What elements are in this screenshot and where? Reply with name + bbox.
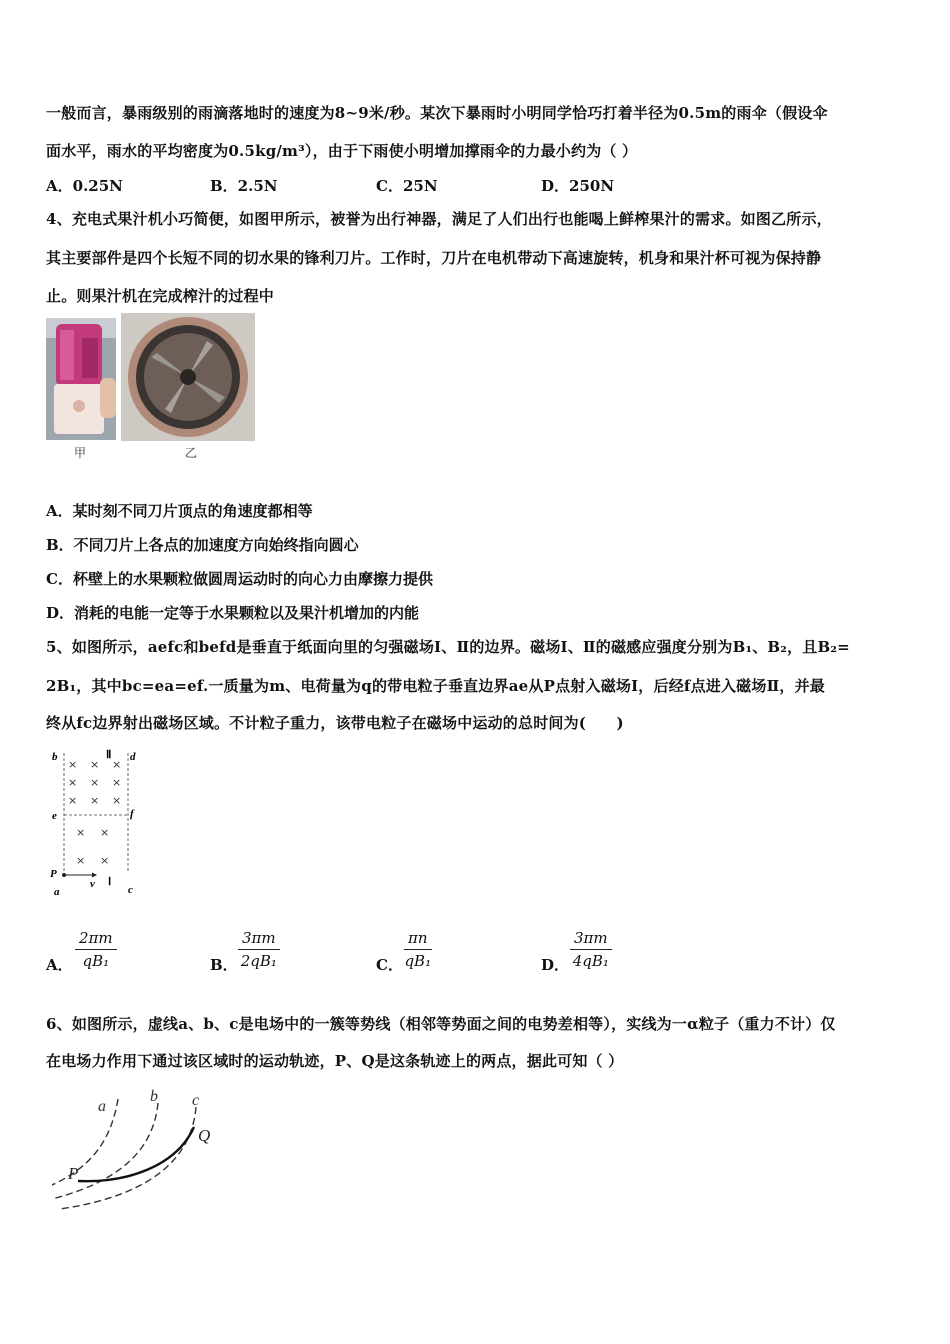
label-v: v (90, 878, 95, 890)
q5-text-line-1: 5、如图所示，aefc和befd是垂直于纸面向里的匀强磁场Ⅰ、Ⅱ的边界。磁场Ⅰ、Ⅱ的磁感应强度分别为B₁、B₂，且B₂= (46, 638, 850, 656)
label-c: c (128, 884, 133, 896)
q4-text-line-1: 4、充电式果汁机小巧简便，如图甲所示，被誉为出行神器，满足了人们出行也能喝上鲜榨果汁的需求。如图乙所示， (46, 210, 832, 228)
field-cross: × (68, 794, 78, 807)
label-q: Q (198, 1126, 211, 1145)
juicer-photo-yi (121, 313, 255, 441)
q5-option-c-fraction: $\frac{\pi n}{\text{qB₁}}$ (404, 929, 432, 970)
label-e: e (52, 810, 57, 822)
q5-option-a-fraction: $\frac{2\pi m}{\text{qB₁}}$ (75, 929, 117, 970)
q6-text-line-2: 在电场力作用下通过该区域时的运动轨迹，P、Q是这条轨迹上的两点，据此可知（ ） (46, 1052, 624, 1070)
q4-option-b: B．不同刀片上各点的加速度方向始终指向圆心 (46, 536, 359, 554)
label-d: d (130, 751, 136, 763)
caption-yi: 乙 (185, 446, 198, 460)
label-a: a (54, 886, 60, 898)
q5-text-line-3: 终从fc边界射出磁场区域。不计粒子重力，该带电粒子在磁场中运动的总时间为( ) (46, 714, 624, 732)
juicer-photo-jia (46, 318, 116, 440)
q3-text-line-2: 面水平，雨水的平均密度为0.5kg/m³），由于下雨使小明增加撑雨伞的力最小约为（ ） (46, 142, 638, 160)
field-cross: × (68, 758, 78, 771)
field-cross: × (90, 794, 100, 807)
q5-text-line-2: 2B₁，其中bc=ea=ef.一质量为m、电荷量为q的带电粒子垂直边界ae从P点射入磁场Ⅰ，后经f点进入磁场Ⅱ，并最 (46, 677, 826, 695)
field-cross: × (68, 776, 78, 789)
label-p: P (50, 868, 57, 880)
field-cross: × (90, 776, 100, 789)
q3-option-b: B．2.5N (210, 177, 278, 195)
label-a: a (98, 1098, 106, 1115)
field-cross: × (76, 826, 86, 839)
q4-option-a: A．某时刻不同刀片顶点的角速度都相等 (46, 502, 313, 520)
label-b: b (150, 1088, 158, 1105)
q5-option-b-label: B． (210, 956, 238, 974)
q4-option-d: D．消耗的电能一定等于水果颗粒以及果汁机增加的内能 (46, 604, 420, 622)
label-region-i: Ⅰ (108, 876, 112, 888)
label-f: f (130, 808, 134, 820)
q6-text-line-1: 6、如图所示，虚线a、b、c是电场中的一簇等势线（相邻等势面之间的电势差相等），实线为一α粒子（重力不计）仅 (46, 1015, 836, 1033)
q3-option-d: D．250N (541, 177, 615, 195)
q3-text-line-1: 一般而言，暴雨级别的雨滴落地时的速度为8~9米/秒。某次下暴雨时小明同学恰巧打着半径为0.5m的雨伞（假设伞 (46, 104, 828, 122)
field-cross: × (100, 826, 110, 839)
q4-text-line-2: 其主要部件是四个长短不同的切水果的锋利刀片。工作时，刀片在电机带动下高速旋转，机身和果汁杯可视为保持静 (46, 249, 822, 267)
field-cross: × (76, 854, 86, 867)
q6-equipotential-diagram (46, 1085, 226, 1215)
field-cross: × (100, 854, 110, 867)
q5-magnetic-field-diagram (46, 745, 146, 900)
label-b: b (52, 751, 58, 763)
label-region-ii: Ⅱ (106, 749, 112, 761)
field-cross: × (112, 758, 122, 771)
field-cross: × (112, 794, 122, 807)
q5-option-d-fraction: $\frac{3\pi m}{\text{4qB₁}}$ (570, 929, 612, 970)
q5-option-a-label: A． (46, 956, 73, 974)
q5-option-c-label: C． (376, 956, 403, 974)
q4-option-c: C．杯壁上的水果颗粒做圆周运动时的向心力由摩擦力提供 (46, 570, 433, 588)
q5-option-b-fraction: $\frac{3\pi m}{\text{2qB₁}}$ (238, 929, 280, 970)
q3-option-c: C．25N (376, 177, 438, 195)
label-c: c (192, 1092, 200, 1109)
caption-jia: 甲 (74, 446, 87, 460)
field-cross: × (90, 758, 100, 771)
q5-option-d-label: D． (541, 956, 570, 974)
label-p: P (68, 1164, 79, 1183)
q3-option-a: A．0.25N (46, 177, 123, 195)
field-cross: × (112, 776, 122, 789)
q4-text-line-3: 止。则果汁机在完成榨汁的过程中 (46, 287, 275, 305)
